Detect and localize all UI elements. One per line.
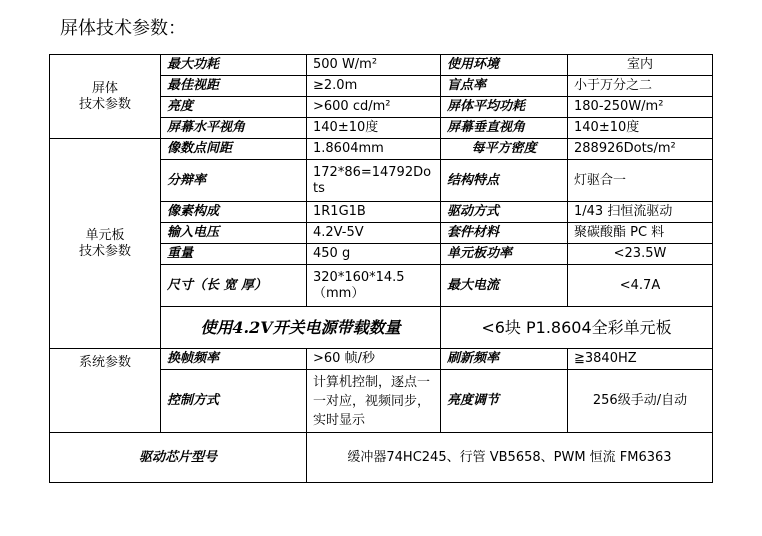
param-value: 计算机控制，逐点一一对应，视频同步，实时显示: [307, 370, 441, 433]
psu-load-value: <6块 P1.8604全彩单元板: [441, 307, 713, 349]
section-label: 技术参数: [78, 243, 131, 259]
param-value: 聚碳酸酯 PC 料: [568, 223, 713, 244]
param-label: 最佳视距: [161, 76, 307, 97]
param-label: 驱动方式: [441, 202, 568, 223]
driver-chip-label: 驱动芯片型号: [50, 433, 307, 483]
param-label: 输入电压: [161, 223, 307, 244]
param-value: 450 g: [307, 244, 441, 265]
param-label: 屏幕水平视角: [161, 118, 307, 139]
param-value: <4.7A: [568, 265, 713, 307]
param-label: 亮度调节: [441, 370, 568, 433]
param-label: 控制方式: [161, 370, 307, 433]
page-title: 屏体技术参数：: [60, 18, 186, 39]
param-value: ≧3840HZ: [568, 349, 713, 370]
section-system: 系统参数: [50, 349, 161, 433]
section-unit: [50, 139, 161, 349]
param-label: 像素构成: [161, 202, 307, 223]
param-label: 刷新频率: [441, 349, 568, 370]
param-value: 180-250W/m²: [568, 97, 713, 118]
param-label: 像数点间距: [161, 139, 307, 160]
param-label: 屏体平均功耗: [441, 97, 568, 118]
param-value: 288926Dots/m²: [568, 139, 713, 160]
param-label: 结构特点: [441, 160, 568, 202]
table-row: [50, 349, 713, 370]
param-value: 256级手动/自动: [568, 370, 713, 433]
param-label: 最大功耗: [161, 55, 307, 76]
section-label: 技术参数: [78, 96, 131, 112]
driver-chip-value: 缓冲器74HC245、行管 VB5658、PWM 恒流 FM6363: [307, 433, 713, 483]
param-label: 重量: [161, 244, 307, 265]
param-label: 使用环境: [441, 55, 568, 76]
param-label: 换帧频率: [161, 349, 307, 370]
param-label: 最大电流: [441, 265, 568, 307]
param-label: 单元板功率: [441, 244, 568, 265]
param-value: 140±10度: [568, 118, 713, 139]
param-label: 盲点率: [441, 76, 568, 97]
section-label: 屏体: [91, 80, 118, 96]
param-value: 500 W/m²: [307, 55, 441, 76]
param-value: 灯驱合一: [568, 160, 713, 202]
psu-load-label: 使用4.2V开关电源带载数量: [161, 307, 441, 349]
param-value: 室内: [568, 55, 713, 76]
spec-table: [49, 54, 713, 483]
param-value: >600 cd/m²: [307, 97, 441, 118]
param-label: 尺寸（长 宽 厚）: [161, 265, 307, 307]
param-label: 每平方密度: [441, 139, 568, 160]
table-row: [50, 55, 713, 76]
param-value: 4.2V-5V: [307, 223, 441, 244]
param-label: 分辩率: [161, 160, 307, 202]
param-value: 172*86=14792Dots: [307, 160, 441, 202]
param-value: 1R1G1B: [307, 202, 441, 223]
param-value: 140±10度: [307, 118, 441, 139]
param-value: 小于万分之二: [568, 76, 713, 97]
param-label: 屏幕垂直视角: [441, 118, 568, 139]
param-value: 320*160*14.5（mm）: [307, 265, 441, 307]
table-row: [50, 433, 713, 483]
param-label: 亮度: [161, 97, 307, 118]
param-value: 1.8604mm: [307, 139, 441, 160]
param-value: <23.5W: [568, 244, 713, 265]
param-label: 套件材料: [441, 223, 568, 244]
param-value: 1/43 扫恒流驱动: [568, 202, 713, 223]
table-row: [50, 139, 713, 160]
section-label: 单元板: [85, 227, 125, 243]
section-screen: [50, 55, 161, 139]
param-value: >60 帧/秒: [307, 349, 441, 370]
param-value: ≥2.0m: [307, 76, 441, 97]
